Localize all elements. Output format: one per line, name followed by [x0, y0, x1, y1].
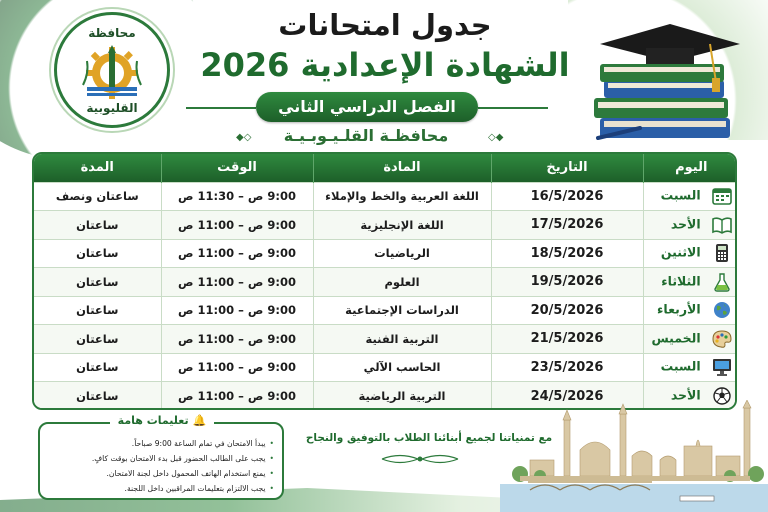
- header-duration: المدة: [34, 154, 161, 182]
- day-cell: [643, 325, 737, 354]
- table-row: [34, 239, 737, 268]
- instruction-item: • يجب على الطالب الحضور قبل بدء الامتحان بوقت كافٍ.: [46, 451, 274, 466]
- divider-line-right: [478, 107, 548, 109]
- instruction-item: • يبدأ الامتحان في تمام الساعة 9:00 صباحاً.: [46, 436, 274, 451]
- day-cell: [643, 296, 737, 325]
- governorate-logo: [54, 12, 170, 128]
- divider-line-left: [186, 107, 256, 109]
- header-date: التاريخ: [491, 154, 643, 182]
- date-cell: 19/5/2026: [491, 268, 643, 297]
- table-header-row: [34, 154, 737, 182]
- subject-cell: العلوم: [313, 268, 491, 297]
- globe-icon: [711, 300, 733, 320]
- open-book-icon: [711, 215, 733, 235]
- time-cell: 9:00 ص – 11:00 ص: [161, 325, 313, 354]
- instructions-header: [110, 414, 214, 432]
- logo-bottom-text: القليوبية: [86, 101, 138, 115]
- table-row: [34, 296, 737, 325]
- date-cell: 16/5/2026: [491, 182, 643, 211]
- time-cell: 9:00 ص – 11:00 ص: [161, 239, 313, 268]
- time-cell: 9:00 ص – 11:00 ص: [161, 353, 313, 382]
- governorate-name: محافظـة القلـيـوبـيـة: [283, 126, 449, 145]
- duration-cell: ساعتان: [34, 353, 161, 382]
- date-cell: 20/5/2026: [491, 296, 643, 325]
- semester-badge: الفصل الدراسي الثاني: [256, 92, 478, 122]
- calendar-icon: [711, 186, 733, 206]
- bell-icon: 🔔: [192, 414, 207, 427]
- time-cell: 9:00 ص – 11:00 ص: [161, 296, 313, 325]
- exam-schedule-table: [32, 152, 737, 410]
- table-row: [34, 353, 737, 382]
- city-skyline-icon: [500, 400, 768, 512]
- day-label: الخميس: [651, 330, 701, 346]
- day-label: الأحد: [670, 216, 701, 232]
- day-label: الثلاثاء: [661, 273, 701, 289]
- date-cell: 17/5/2026: [491, 211, 643, 240]
- time-cell: 9:00 ص – 11:00 ص: [161, 382, 313, 411]
- header-time: الوقت: [161, 154, 313, 182]
- instructions-title: تعليمات هامة: [117, 414, 189, 427]
- ornament-left-icon: ◆◇: [236, 132, 252, 143]
- table-row: [34, 182, 737, 211]
- gear-tower-icon: [79, 43, 145, 103]
- subject-cell: الدراسات الإجتماعية: [313, 296, 491, 325]
- subject-cell: التربية الرياضية: [313, 382, 491, 411]
- subject-cell: اللغة الإنجليزية: [313, 211, 491, 240]
- table-row: [34, 211, 737, 240]
- duration-cell: ساعتان: [34, 382, 161, 411]
- time-cell: 9:00 ص – 11:00 ص: [161, 268, 313, 297]
- date-cell: 23/5/2026: [491, 353, 643, 382]
- day-cell: [643, 182, 737, 211]
- instruction-item: • يمنع استخدام الهاتف المحمول داخل لجنة الامتحان.: [46, 466, 274, 481]
- day-cell: [643, 268, 737, 297]
- day-cell: [643, 353, 737, 382]
- duration-cell: ساعتان: [34, 325, 161, 354]
- day-label: الأحد: [670, 387, 701, 403]
- subject-cell: الحاسب الآلي: [313, 353, 491, 382]
- flask-icon: [711, 272, 733, 292]
- instruction-item: • يجب الالتزام بتعليمات المراقبين داخل اللجنة.: [46, 481, 274, 496]
- time-cell: 9:00 ص – 11:00 ص: [161, 211, 313, 240]
- duration-cell: ساعتان: [34, 211, 161, 240]
- table-row: [34, 325, 737, 354]
- day-label: السبت: [660, 358, 701, 374]
- subject-cell: اللغة العربية والخط والإملاء: [313, 182, 491, 211]
- day-label: الاثنين: [660, 244, 701, 260]
- header-subject: المادة: [313, 154, 491, 182]
- flourish-ornament-icon: [380, 452, 460, 466]
- duration-cell: ساعتان: [34, 268, 161, 297]
- wish-message: مع تمنياتنا لجميع أبنائنا الطلاب بالتوفيق والنجاح: [305, 432, 553, 444]
- calculator-icon: [711, 243, 733, 263]
- day-cell: [643, 239, 737, 268]
- instructions-box: [38, 414, 284, 500]
- page-title: جدول امتحانات: [278, 8, 492, 42]
- logo-top-text: محافظة: [88, 26, 136, 40]
- duration-cell: ساعتان: [34, 296, 161, 325]
- palette-icon: [711, 329, 733, 349]
- table-row: [34, 268, 737, 297]
- date-cell: 24/5/2026: [491, 382, 643, 411]
- ornament-right-icon: ◇◆: [488, 132, 504, 143]
- subject-cell: التربية الفنية: [313, 325, 491, 354]
- duration-cell: ساعتان ونصف: [34, 182, 161, 211]
- day-cell: [643, 211, 737, 240]
- time-cell: 9:00 ص – 11:30 ص: [161, 182, 313, 211]
- header-day: اليوم: [643, 154, 737, 182]
- page-subtitle: الشهادة الإعدادية 2026: [200, 46, 570, 84]
- date-cell: 21/5/2026: [491, 325, 643, 354]
- date-cell: 18/5/2026: [491, 239, 643, 268]
- duration-cell: ساعتان: [34, 239, 161, 268]
- computer-monitor-icon: [711, 357, 733, 377]
- graduation-books-icon: [590, 20, 750, 145]
- day-label: السبت: [660, 187, 701, 203]
- day-label: الأربعاء: [657, 301, 701, 317]
- subject-cell: الرياضيات: [313, 239, 491, 268]
